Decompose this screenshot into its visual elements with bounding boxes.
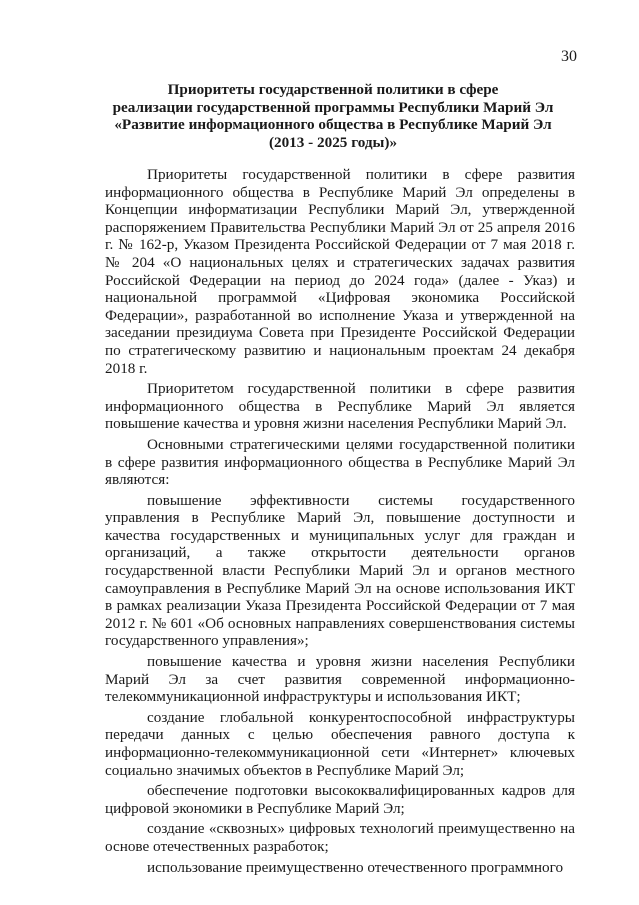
heading-line: реализации государственной программы Республики Марий Эл bbox=[112, 98, 554, 116]
list-item-domestic-software: использование преимущественно отечественного программного bbox=[147, 858, 564, 876]
document-body bbox=[105, 166, 575, 879]
page-number: 30 bbox=[561, 48, 577, 65]
paragraph-priorities-defined: Приоритеты государственной политики в сфере развития информационного общества в Республике Марий Эл определены в Концепции информатизации Республики Марий Эл, утвержденной распоряжением Правительства Республики Марий Эл от 25 апреля 2016 г. № 162-р, Указом Президента Российской Федерации от 7 мая 2018 г. № 204 «О национальных целях и стратегических задачах развития Российской Федерации на период до 2024 года» (далее - Указ) и национальной программой «Цифровая экономика Российской Федерации», разработанной во исполнение Указа и утвержденной на заседании президиума Совета при Президенте Российской Федерации по стратегическому развитию и национальным проектам 24 декабря 2018 г. bbox=[105, 166, 575, 377]
list-item-personnel-training: обеспечение подготовки высококвалифицированных кадров для цифровой экономики в Республике Марий Эл; bbox=[105, 782, 575, 817]
paragraph-strategic-goals-intro: Основными стратегическими целями государственной политики в сфере развития информационного общества в Республике Марий Эл являются: bbox=[105, 435, 575, 489]
list-item-end-to-end-technologies: создание «сквозных» цифровых технологий преимущественно на основе отечественных разработок; bbox=[105, 820, 575, 855]
list-item-quality-of-life: повышение качества и уровня жизни населения Республики Марий Эл за счет развития современной информационно-телекоммуникационной инфраструктуры и использования ИКТ; bbox=[105, 653, 575, 706]
paragraph-main-priority: Приоритетом государственной политики в сфере развития информационного общества в Республике Марий Эл является повышение качества и уровня жизни населения Республики Марий Эл. bbox=[105, 380, 575, 433]
heading-line: Приоритеты государственной политики в сфере bbox=[167, 81, 499, 98]
heading-line: (2013 - 2025 годы)» bbox=[268, 133, 398, 151]
list-item-governance-efficiency: повышение эффективности системы государственного управления в Республике Марий Эл, повышение доступности и качества государственных и муниципальных услуг для граждан и организаций, а также открытости деятельности органов государственной власти Республики Марий Эл и органов местного самоуправления в Республике Марий Эл на основе использования ИКТ в рамках реализации Указа Президента Российской Федерации от 7 мая 2012 г. № 601 «Об основных направлениях совершенствования системы государственного управления»; bbox=[105, 491, 575, 650]
heading-line: «Развитие информационного общества в Республике Марий Эл bbox=[114, 116, 552, 133]
list-item-data-infrastructure: создание глобальной конкурентоспособной инфраструктуры передачи данных с целью обеспечения равного доступа к информационно-телекоммуникационной сети «Интернет» ключевых социально значимых объектов в Республике Марий Эл; bbox=[105, 708, 575, 779]
document-heading bbox=[100, 81, 566, 151]
